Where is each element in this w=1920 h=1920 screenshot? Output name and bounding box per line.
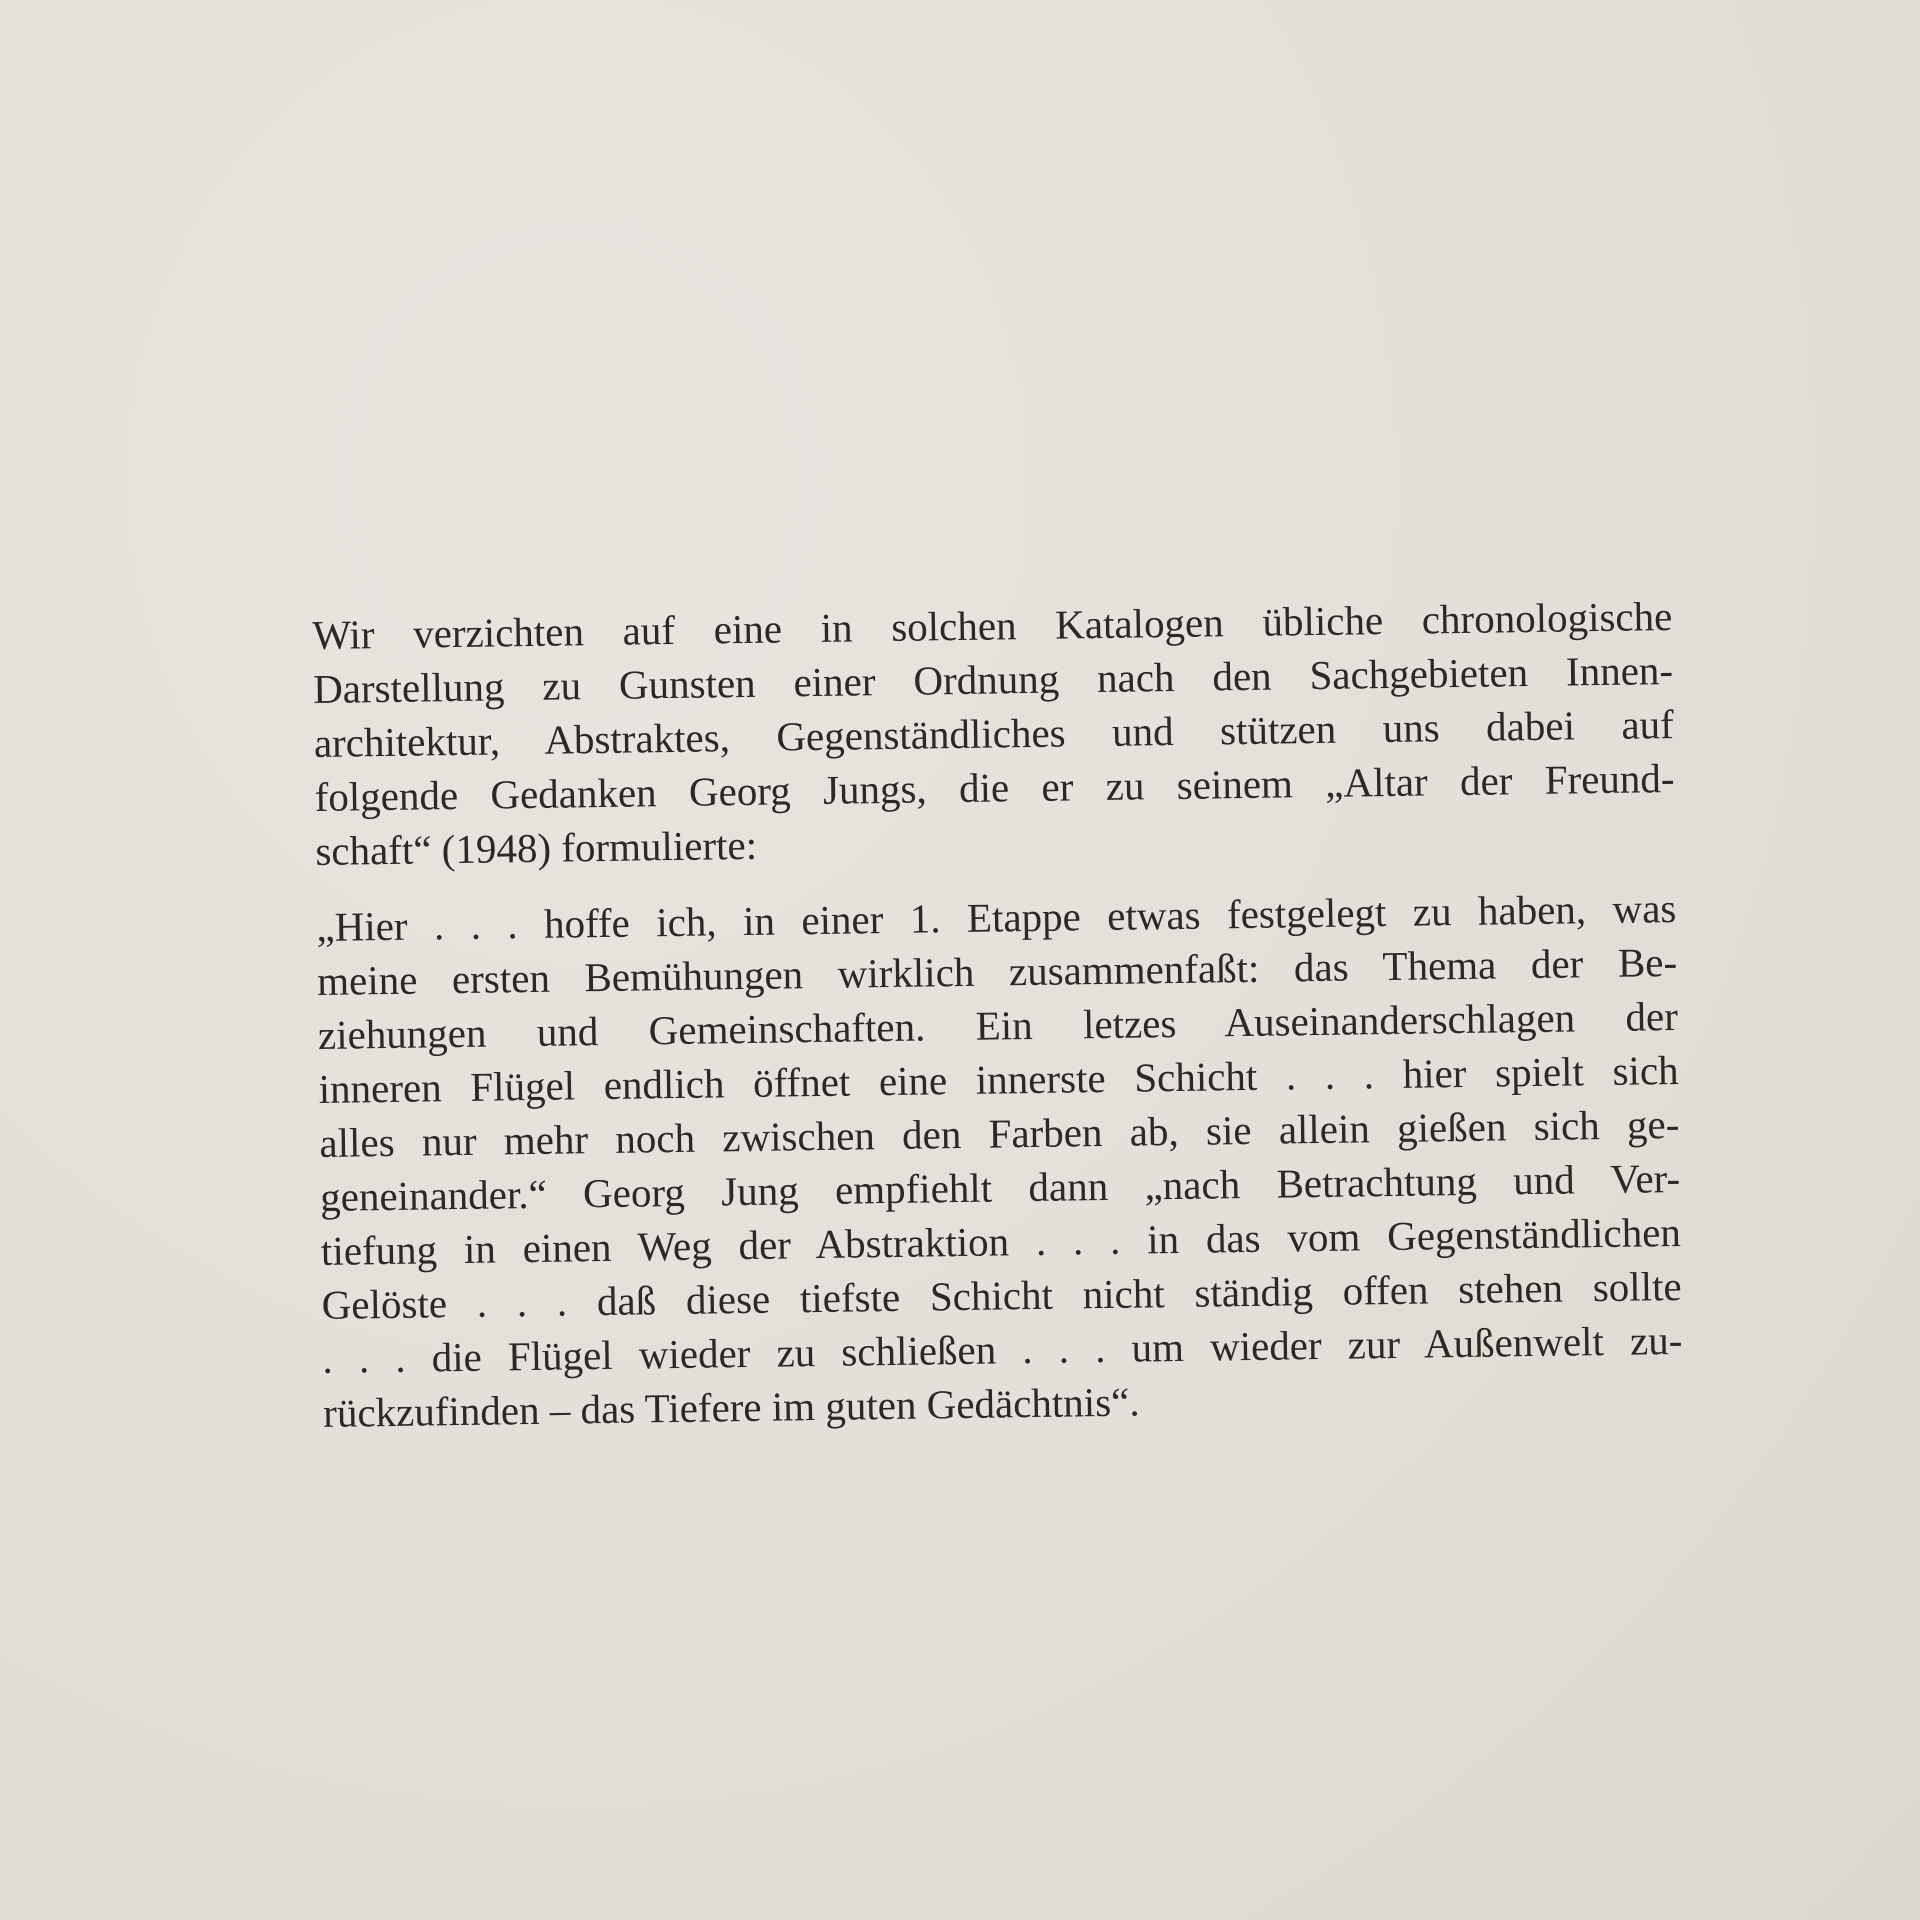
text-line: rückzufinden – das Tiefere im guten Gedächtnis“. <box>322 1378 1140 1436</box>
text-line: ziehungen und Gemeinschaften. Ein letzes Auseinanderschlagen der <box>317 992 1679 1058</box>
text-line: architektur, Abstraktes, Gegenständliches und stützen uns dabei auf <box>313 701 1675 766</box>
text-line: schaft“ (1948) formulierte: <box>315 821 758 874</box>
text-line: „Hier . . . hoffe ich, in einer 1. Etappe etwas festgelegt zu haben, was <box>316 884 1677 950</box>
text-line: Darstellung zu Gunsten einer Ordnung nach den Sachgebieten Innen- <box>312 647 1674 712</box>
text-line: Wir verzichten auf eine in solchen Katalogen übliche chronologische <box>312 593 1673 658</box>
text-block <box>312 589 1683 1440</box>
text-line: alles nur mehr noch zwischen den Farben ab, sie allein gießen sich ge- <box>319 1100 1680 1166</box>
text-line: geneinander.“ Georg Jung empfiehlt dann „nach Betrachtung und Ver- <box>319 1154 1681 1220</box>
text-line: folgende Gedanken Georg Jungs, die er zu seinem „Altar der Freund- <box>314 754 1675 820</box>
paragraph-intro <box>312 589 1676 878</box>
text-line: inneren Flügel endlich öffnet eine innerste Schicht . . . hier spielt sich <box>318 1046 1679 1112</box>
paragraph-quote <box>316 881 1683 1440</box>
text-line: meine ersten Bemühungen wirklich zusammenfaßt: das Thema der Be- <box>316 938 1678 1004</box>
text-line: Gelöste . . . daß diese tiefste Schicht nicht ständig offen stehen sollte <box>321 1262 1682 1328</box>
text-line: tiefung in einen Weg der Abstraktion . . . in das vom Gegenständlichen <box>320 1208 1682 1274</box>
text-line: . . . die Flügel wieder zu schließen . . . um wieder zur Außenwelt zu- <box>322 1316 1683 1382</box>
